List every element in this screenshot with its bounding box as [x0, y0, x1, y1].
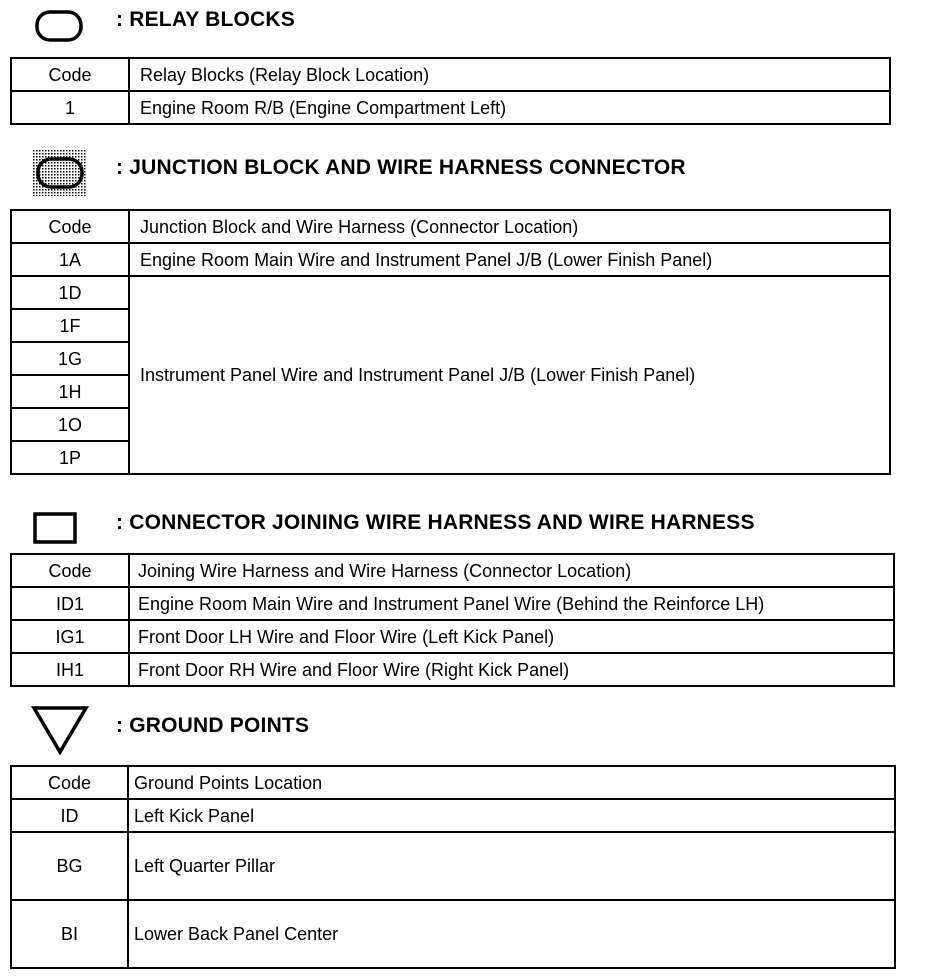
- table-row: [11, 276, 890, 309]
- code-cell: 1A: [11, 243, 129, 276]
- code-cell: 1F: [11, 309, 129, 342]
- code-cell: 1H: [11, 375, 129, 408]
- code-header: Code: [11, 766, 128, 799]
- table-header-row: [11, 210, 890, 243]
- rounded-rect-icon: [34, 8, 84, 44]
- code-cell: 1: [11, 91, 129, 124]
- table-row: [11, 832, 895, 900]
- code-cell: BI: [11, 900, 128, 968]
- code-cell: 1P: [11, 441, 129, 474]
- table-header-row: [11, 554, 894, 587]
- connector-joining-title: : CONNECTOR JOINING WIRE HARNESS AND WIRE HARNESS: [116, 511, 755, 534]
- down-triangle-icon: [30, 704, 90, 756]
- relay-blocks-title: : RELAY BLOCKS: [116, 8, 295, 31]
- location-header: Relay Blocks (Relay Block Location): [129, 58, 890, 91]
- location-cell: Lower Back Panel Center: [128, 900, 895, 968]
- location-cell: Engine Room R/B (Engine Compartment Left): [129, 91, 890, 124]
- ground-points-title: : GROUND POINTS: [116, 714, 310, 737]
- code-cell: 1G: [11, 342, 129, 375]
- location-cell: Engine Room Main Wire and Instrument Panel Wire (Behind the Reinforce LH): [129, 587, 894, 620]
- location-header: Junction Block and Wire Harness (Connector Location): [129, 210, 890, 243]
- code-header: Code: [11, 554, 129, 587]
- code-cell: IG1: [11, 620, 129, 653]
- location-cell: Instrument Panel Wire and Instrument Panel J/B (Lower Finish Panel): [129, 276, 890, 474]
- location-cell: Front Door LH Wire and Floor Wire (Left Kick Panel): [129, 620, 894, 653]
- connector-joining-table: [10, 553, 895, 687]
- location-cell: Left Quarter Pillar: [128, 832, 895, 900]
- location-header: Ground Points Location: [128, 766, 895, 799]
- code-cell: BG: [11, 832, 128, 900]
- code-cell: ID: [11, 799, 128, 832]
- table-row: [11, 620, 894, 653]
- table-row: [11, 799, 895, 832]
- junction-block-title: : JUNCTION BLOCK AND WIRE HARNESS CONNECTOR: [116, 156, 686, 179]
- table-header-row: [11, 58, 890, 91]
- table-row: [11, 91, 890, 124]
- code-cell: 1D: [11, 276, 129, 309]
- code-cell: IH1: [11, 653, 129, 686]
- code-header: Code: [11, 210, 129, 243]
- code-cell: ID1: [11, 587, 129, 620]
- location-header: Joining Wire Harness and Wire Harness (Connector Location): [129, 554, 894, 587]
- shaded-rounded-rect-icon: [33, 150, 87, 196]
- table-header-row: [11, 766, 895, 799]
- table-row: [11, 587, 894, 620]
- junction-block-table: [10, 209, 891, 475]
- table-row: [11, 900, 895, 968]
- table-row: [11, 243, 890, 276]
- location-cell: Left Kick Panel: [128, 799, 895, 832]
- code-header: Code: [11, 58, 129, 91]
- code-cell: 1O: [11, 408, 129, 441]
- rectangle-icon: [32, 510, 78, 546]
- relay-blocks-table: [10, 57, 891, 125]
- table-row: [11, 653, 894, 686]
- ground-points-table: [10, 765, 896, 969]
- location-cell: Engine Room Main Wire and Instrument Panel J/B (Lower Finish Panel): [129, 243, 890, 276]
- location-cell: Front Door RH Wire and Floor Wire (Right Kick Panel): [129, 653, 894, 686]
